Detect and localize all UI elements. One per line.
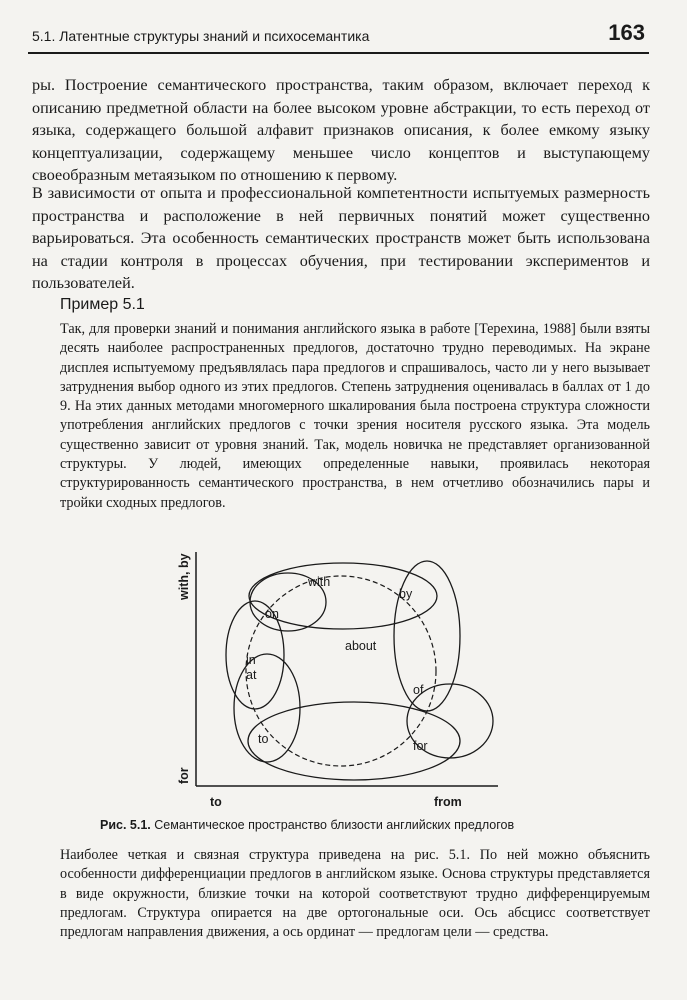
ellipse-by-of <box>394 561 460 711</box>
word-in: in <box>246 653 256 667</box>
page-header <box>28 22 649 54</box>
example-title: Пример 5.1 <box>60 296 145 313</box>
caption-label: Рис. 5.1. <box>100 818 151 832</box>
example-paragraph: Так, для проверки знаний и понимания английского языка в работе [Терехина, 1988] были взяты десять наиболее распространенных предлогов, достаточно трудно переводимых. На экране дисплея испытуемому предъявлялась пара предлогов и спрашивалось, часто ли у него вызывает затруднения выбор одного из этих предлогов. Степень затруднения оценивалась в баллах от 1 до 9. На этих данных методами многомерного шкалирования была построена структура сложности употребления английских предлогов с точки зрения носителя русского языка. Эта модель существенно зависит от уровня знаний. Так, модель новичка не представляет организованной структуры. У людей, имеющих определенные навыки, проявилась некоторая структурированность семантического пространства, в нем отчетливо обозначились пары и тройки сходных предлогов. <box>60 321 650 511</box>
x-axis-right-label: from <box>434 795 462 809</box>
dashed-circle <box>246 576 436 766</box>
word-with: with <box>308 575 331 589</box>
ellipse-to-for <box>248 702 460 780</box>
word-for: for <box>413 739 428 753</box>
paragraph-1: ры. Построение семантического пространства, таким образом, включает переход к описанию предметной области на более высоком уровне абстракции, то есть переход от языка, содержащего большой алфавит признаков описания, к более емкому языку концептуализации, содержащему меньшее число концептов и выступающему своеобразным метаязыком по отношению к первому. <box>32 76 650 185</box>
x-axis-left-label: to <box>210 795 222 809</box>
paragraph-4: Наиболее четкая и связная структура приведена на рис. 5.1. По ней можно объяснить особенности дифференциации предлогов в английском языке. Основа структуры представляется в виде окружности, близкие точки на которой соответствуют трудно дифференцируемым предлогам. Структура опирается на две ортогональные оси. Ось абсцисс соответствует предлогам направления движения, а ось ординат — предлогам цели — средства. <box>60 847 650 941</box>
caption-text: Семантическое пространство близости английских предлогов <box>154 818 515 832</box>
word-to: to <box>258 732 269 746</box>
figure-semantic-space <box>168 540 508 820</box>
y-axis-top-label: with, by <box>177 553 191 600</box>
word-on: on <box>265 607 279 621</box>
word-by: by <box>399 587 413 601</box>
page-number: 163 <box>608 20 645 45</box>
running-title: 5.1. Латентные структуры знаний и психосемантика <box>32 28 370 44</box>
y-axis-bottom-label: for <box>177 767 191 784</box>
figure-caption <box>100 818 660 832</box>
paragraph-2: В зависимости от опыта и профессиональной компетентности испытуемых размерность пространства и расположение в ней первичных понятий может существенно варьироваться. Эта особенность семантических пространств может быть использована на стадии контроля в процессах обучения, при тестировании экспериментов и пользователей. <box>32 184 650 293</box>
word-at: at <box>246 668 257 682</box>
word-of: of <box>413 683 424 697</box>
word-about: about <box>345 639 377 653</box>
